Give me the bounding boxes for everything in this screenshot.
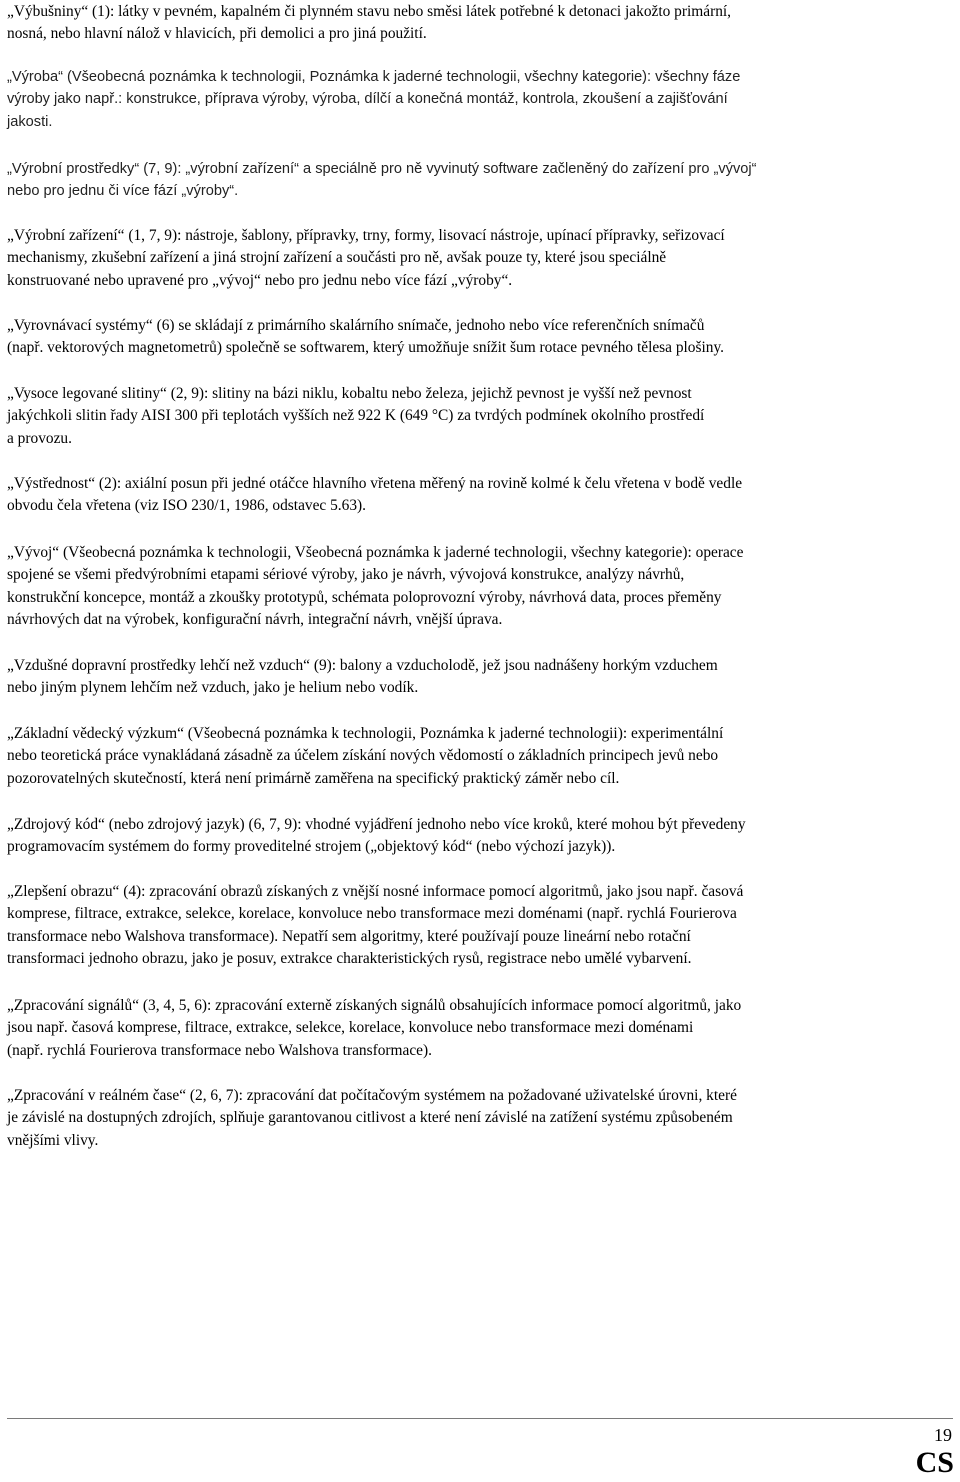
definition-line: výroby jako např.: konstrukce, příprava výroby, výroba, dílčí a konečná montáž, kontrola, zkoušení a zajišťování [7, 91, 728, 108]
definition-line: a provozu. [7, 429, 72, 447]
definition-line: „Zpracování signálů“ (3, 4, 5, 6): zpracování externě získaných signálů obsahujících informace pomocí algoritmů, jako [7, 997, 742, 1014]
definition-line: transformaci jednoho obrazu, jako je posuv, extrakce charakteristických rysů, registrace nebo umělé vybarvení. [7, 950, 692, 968]
definition-line: konstruované nebo upravené pro „vývoj“ nebo pro jednu nebo více fází „výroby“. [7, 271, 513, 289]
definition-line: návrhových dat na výrobek, konfigurační návrh, integrační návrh, vnější úprava. [7, 611, 503, 629]
definition-line: obvodu čela vřetena (viz ISO 230/1, 1986, odstavec 5.63). [7, 497, 367, 515]
definition-line: „Vzdušné dopravní prostředky lehčí než vzduch“ (9): balony a vzducholodě, jež jsou nadnášeny horkým vzduchem [7, 657, 718, 674]
definition-line: „Zlepšení obrazu“ (4): zpracování obrazů získaných z vnější nosné informace pomocí algoritmů, jako jsou např. časová [7, 883, 744, 900]
definition-line: nebo jiným plynem lehčím než vzduch, jako je helium nebo vodík. [7, 679, 419, 697]
definition-line: „Základní vědecký výzkum“ (Všeobecná poznámka k technologii, Poznámka k jaderné technologii): experimentální [7, 725, 724, 742]
language-code: CS [915, 1446, 954, 1479]
definition-line: „Vyrovnávací systémy“ (6) se skládají z primárního skalárního snímače, jednoho nebo více referenčních snímačů [7, 317, 705, 334]
definition-line: „Zpracování v reálném čase“ (2, 6, 7): zpracování dat počítačovým systémem na požadované uživatelské úrovni, které [7, 1087, 737, 1104]
definition-line: „Výstřednost“ (2): axiální posun při jedné otáčce hlavního vřetena měřený na rovině kolmé k čelu vřetena v bodě vedle [7, 475, 743, 492]
definition-line: „Vývoj“ (Všeobecná poznámka k technologii, Všeobecná poznámka k jaderné technologii, všechny kategorie): operace [7, 544, 744, 561]
definition-line: jakosti. [7, 113, 53, 130]
definition-line: „Výroba“ (Všeobecná poznámka k technologii, Poznámka k jaderné technologii, všechny kategorie): všechny fáze [7, 69, 741, 85]
definition-line: „Výrobní zařízení“ (1, 7, 9): nástroje, šablony, přípravky, trny, formy, lisovací nástroje, upínací přípravky, seřizovací [7, 227, 725, 244]
definition-line: (např. vektorových magnetometrů) společně se softwarem, který umožňuje snížit šum rotace pevného tělesa plošiny. [7, 339, 725, 357]
definition-line: jakýchkoli slitin řady AISI 300 při teplotách vyšších než 922 K (649 °C) za tvrdých podmínek okolního prostředí [7, 407, 705, 425]
definition-zpracovani-signalu [7, 995, 951, 1062]
definition-line: konstrukční koncepce, montáž a zkoušky prototypů, schémata poloprovozní výroby, návrhová data, proces přeměny [7, 588, 722, 606]
definition-vyrobni-zarizeni [7, 225, 951, 292]
definition-vyrovnavaci-systemy [7, 315, 951, 360]
definition-line: pozorovatelných skutečností, která není primárně zaměřena na specifický praktický záměr nebo cíl. [7, 769, 620, 787]
definition-line: „Výrobní prostředky“ (7, 9): „výrobní zařízení“ a speciálně pro ně vyvinutý software začleněný do zařízení pro „vývoj“ [7, 161, 757, 177]
definition-zakladni-vedecky-vyzkum [7, 723, 951, 790]
definition-line: programovacím systémem do formy proveditelné strojem („objektový kód“ (nebo výchozí jazyk)). [7, 838, 616, 856]
definition-line: vnějšími vlivy. [7, 1131, 99, 1149]
definition-vyvoj [7, 542, 951, 632]
definition-zpracovani-v-realnem-case [7, 1085, 951, 1152]
definition-vyroba [7, 66, 951, 133]
footer-divider [7, 1418, 953, 1419]
definition-vzdusne-dopravni-prostredky [7, 655, 951, 700]
definition-line: je závislé na dostupných zdrojích, splňuje garantovanou citlivost a které není závislé na zatížení systému způsobeném [7, 1109, 733, 1127]
definition-line: nebo teoretická práce vynakládaná zásadně za účelem získání nových vědomostí o základních principech jevů nebo [7, 747, 719, 765]
definition-line: „Zdrojový kód“ (nebo zdrojový jazyk) (6, 7, 9): vhodné vyjádření jednoho nebo více kroků, které mohou být převedeny [7, 816, 746, 833]
definition-line: komprese, filtrace, extrakce, selekce, korelace, konvoluce nebo transformace mezi doménami (např. rychlá Fourierova [7, 905, 737, 923]
definition-zlepseni-obrazu [7, 881, 951, 971]
definition-line: spojené se všemi předvýrobními etapami sériové výroby, jako je návrh, vývojová konstrukce, analýzy návrhů, [7, 566, 685, 584]
definition-line: (např. rychlá Fourierova transformace nebo Walshova transformace). [7, 1041, 432, 1059]
definition-vystrednost [7, 473, 951, 518]
definition-vysoce-legovane-slitiny [7, 383, 951, 450]
definition-line: „Vysoce legované slitiny“ (2, 9): slitiny na bázi niklu, kobaltu nebo železa, jejichž pevnost je vyšší než pevnost [7, 385, 692, 402]
definition-line: transformace nebo Walshova transformace). Nepatří sem algoritmy, které používají pouze lineární nebo rotační [7, 927, 691, 945]
definition-vybusniny [7, 1, 951, 46]
definition-vyrobni-prostredky [7, 158, 951, 203]
definition-line: nebo pro jednu či více fází „výroby“. [7, 183, 239, 200]
definition-zdrojovy-kod [7, 814, 951, 859]
definition-line: jsou např. časová komprese, filtrace, extrakce, selekce, korelace, konvoluce nebo transformace mezi doménami [7, 1019, 694, 1037]
definition-line: nosná, nebo hlavní nálož v hlavicích, při demolici a pro jiná použití. [7, 25, 427, 43]
definition-line: mechanismy, zkušební zařízení a jiná strojní zařízení a součásti pro ně, avšak pouze ty, které jsou speciálně [7, 249, 667, 267]
page-number: 19 [934, 1425, 952, 1445]
definition-line: „Výbušniny“ (1): látky v pevném, kapalném či plynném stavu nebo směsi látek potřebné k detonaci jakožto primární, [7, 3, 732, 20]
